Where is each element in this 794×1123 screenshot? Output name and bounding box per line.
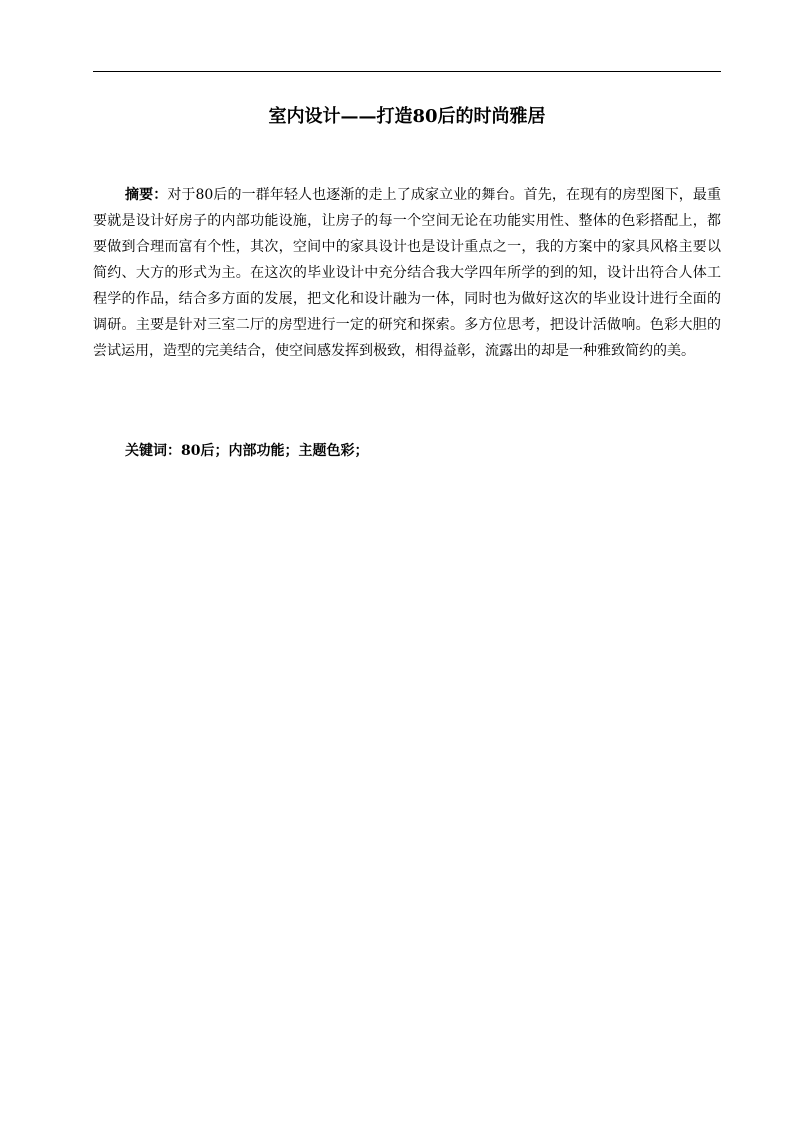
header-rule (93, 71, 721, 72)
abstract-paragraph (93, 182, 721, 364)
abstract-text: 对于80后的一群年轻人也逐渐的走上了成家立业的舞台。首先，在现有的房型图下，最重要就是设计好房子的内部功能设施，让房子的每一个空间无论在功能实用性、整体的色彩搭配上，都要做到合理而富有个性，其次，空间中的家具设计也是设计重点之一，我的方案中的家具风格主要以简约、大方的形式为主。在这次的毕业设计中充分结合我大学四年所学的到的知，设计出符合人体工程学的作品，结合多方面的发展，把文化和设计融为一体，同时也为做好这次的毕业设计进行全面的调研。主要是针对三室二厅的房型进行一定的研究和探索。多方位思考，把设计活做响。色彩大胆的尝试运用，造型的完美结合，使空间感发挥到极致，相得益彰，流露出的却是一种雅致简约的美。 (93, 187, 722, 359)
abstract-label: 摘要： (125, 187, 168, 203)
document-title: 室内设计——打造80后的时尚雅居 (268, 106, 546, 127)
keywords-line: 关键词：80后；内部功能；主题色彩； (125, 443, 369, 459)
